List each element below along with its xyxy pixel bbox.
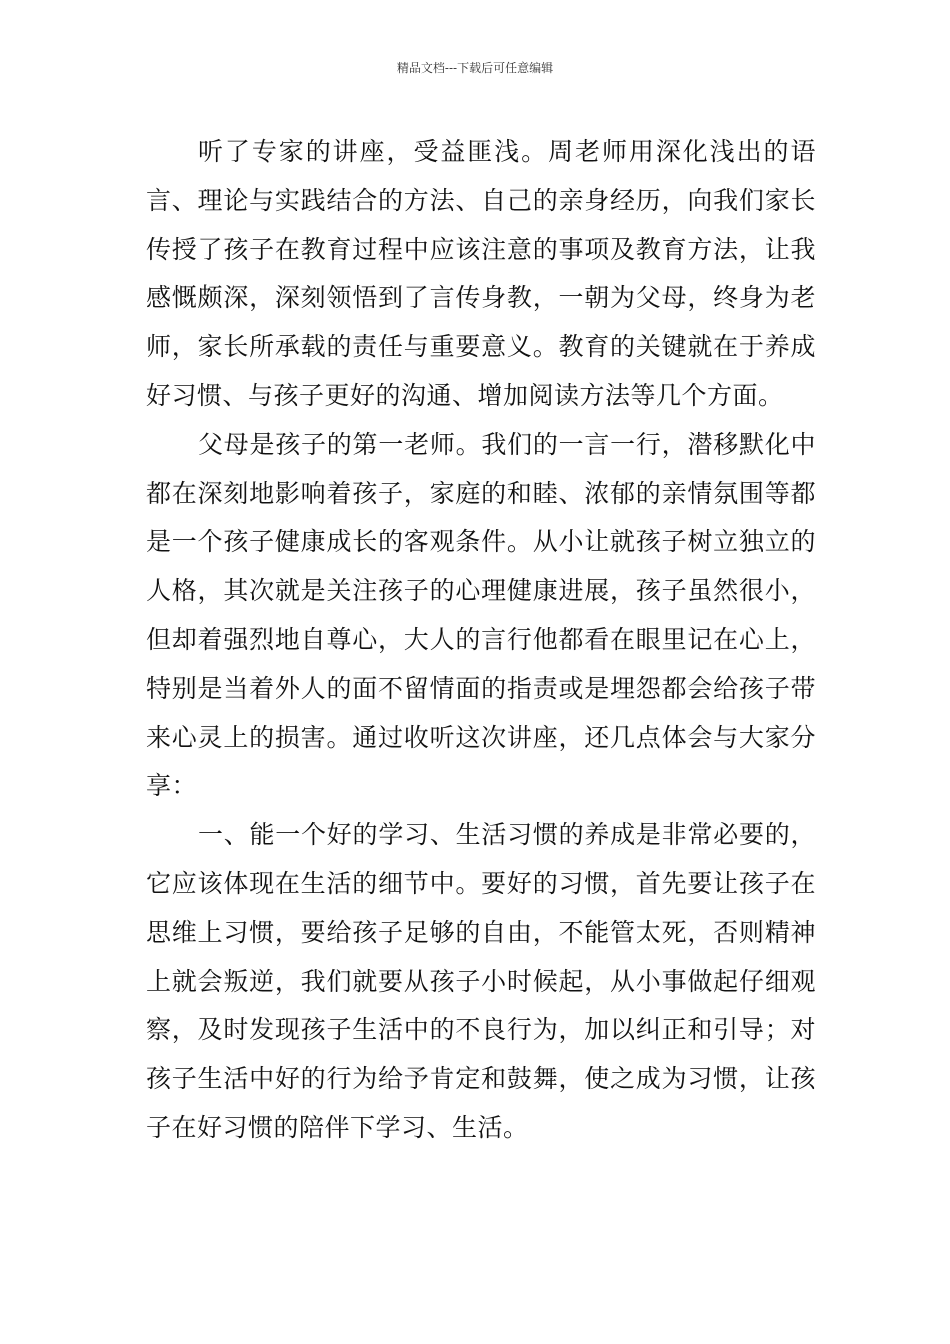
document-body: [146, 128, 816, 1153]
paragraph-2: 父母是孩子的第一老师。我们的一言一行，潜移默化中都在深刻地影响着孩子，家庭的和睦、浓郁的亲情氛围等都是一个孩子健康成长的客观条件。从小让就孩子树立独立的人格，其次就是关注孩子的心理健康进展，孩子虽然很小，但却着强烈地自尊心，大人的言行他都看在眼里记在心上，特别是当着外人的面不留情面的指责或是埋怨都会给孩子带来心灵上的损害。通过收听这次讲座，还几点体会与大家分享：: [146, 429, 816, 801]
page-header: 精品文档---下载后可任意编辑: [396, 61, 554, 75]
paragraph-1: 听了专家的讲座，受益匪浅。周老师用深化浅出的语言、理论与实践结合的方法、自己的亲身经历，向我们家长传授了孩子在教育过程中应该注意的事项及教育方法，让我感慨颇深，深刻领悟到了言传身教，一朝为父母，终身为老师，家长所承载的责任与重要意义。教育的关键就在于养成好习惯、与孩子更好的沟通、增加阅读方法等几个方面。: [146, 137, 816, 410]
paragraph-3: 一、能一个好的学习、生活习惯的养成是非常必要的，它应该体现在生活的细节中。要好的习惯，首先要让孩子在思维上习惯，要给孩子足够的自由，不能管太死，否则精神上就会叛逆，我们就要从孩子小时候起，从小事做起仔细观察，及时发现孩子生活中的不良行为，加以纠正和引导；对孩子生活中好的行为给予肯定和鼓舞，使之成为习惯，让孩子在好习惯的陪伴下学习、生活。: [146, 820, 816, 1142]
